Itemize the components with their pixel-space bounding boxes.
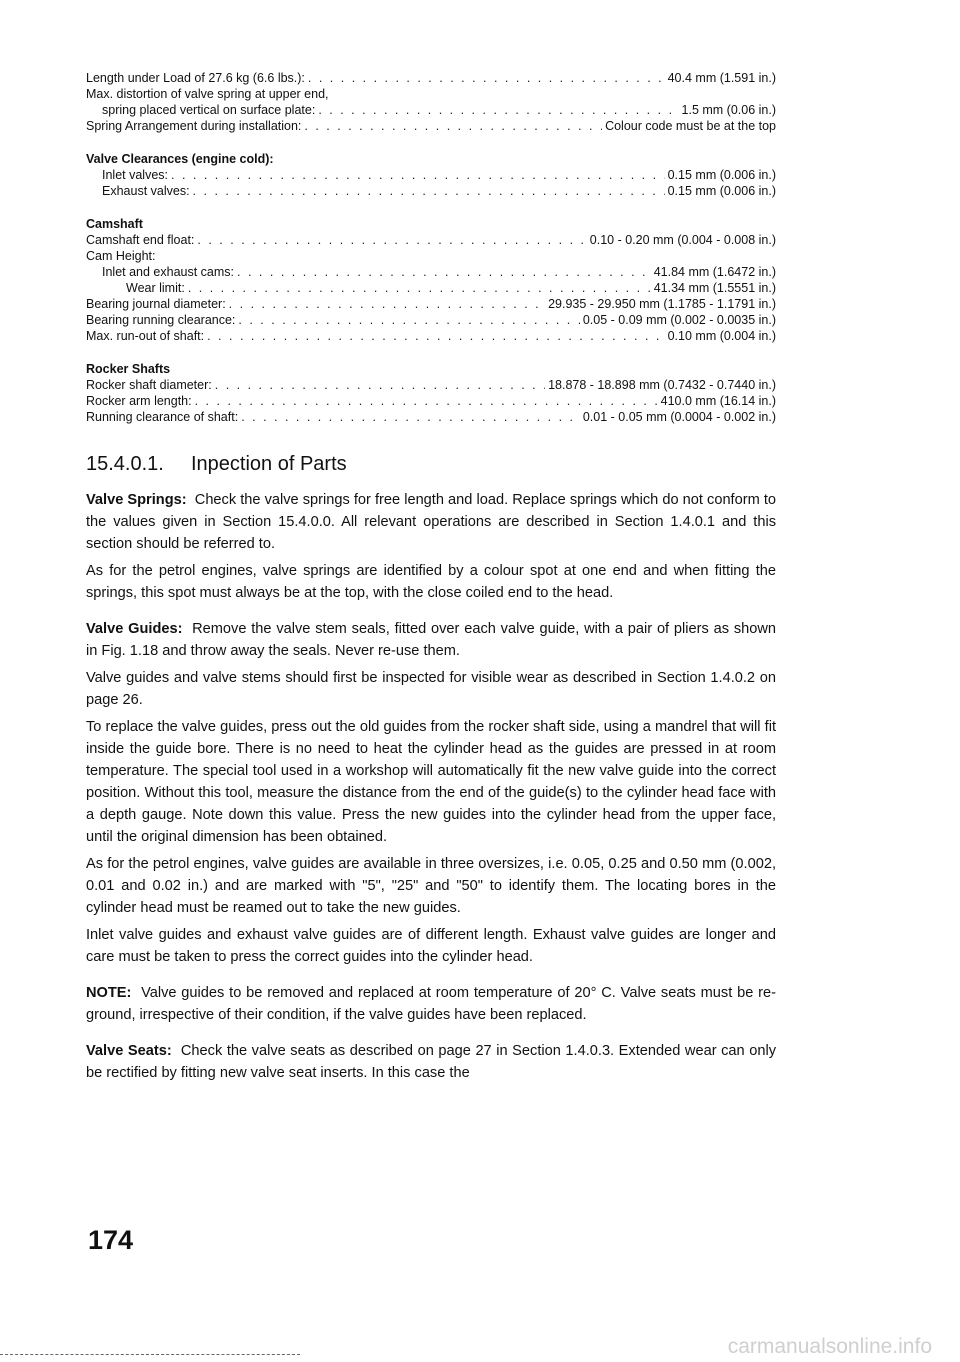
body-text: Check the valve springs for free length and load. Replace springs which do not conform to the values given in Section 15.4.0.0. All relevant operations are described in Section 1.4.0.1 and this section should be referred to.	[86, 492, 777, 552]
dot-leader	[215, 377, 545, 393]
spec-label: Max. run-out of shaft:	[86, 329, 205, 343]
valve-clearances-block	[86, 151, 776, 199]
spec-label: Running clearance of shaft:	[86, 410, 239, 424]
spec-value: 29.935 - 29.950 mm (1.1785 - 1.1791 in.)	[548, 297, 776, 311]
footer-divider	[0, 1354, 300, 1356]
body-text: Check the valve seats as described on page 27 in Section 1.4.0.3. Extended wear can only be rectified by fitting new valve seat inserts. In this case the	[86, 1043, 776, 1081]
spec-row-inlet-valves	[86, 167, 776, 183]
spec-label: Inlet and exhaust cams:	[102, 265, 235, 279]
spec-row-bearing-clearance	[86, 312, 776, 328]
paragraph-note	[86, 982, 776, 1026]
section-title: Inpection of Parts	[191, 453, 347, 475]
spec-heading: Rocker Shafts	[86, 362, 171, 376]
spec-label: Exhaust valves:	[102, 184, 190, 198]
spec-value: 0.15 mm (0.006 in.)	[667, 168, 776, 182]
dot-leader	[308, 70, 665, 86]
spec-value: 0.10 mm (0.004 in.)	[667, 329, 776, 343]
paragraph-guides-inspect: Valve guides and valve stems should first be inspected for visible wear as described in Section 1.4.0.2 on page 26.	[86, 670, 776, 708]
spec-row-wear-limit	[86, 280, 776, 296]
manual-page	[86, 70, 776, 1089]
spec-label: spring placed vertical on surface plate:	[102, 103, 316, 117]
spec-row-running-clearance	[86, 409, 776, 425]
body-text: Remove the valve stem seals, fitted over each valve guide, with a pair of pliers as shown in Fig. 1.18 and throw away the seals. Never re-use them.	[86, 621, 777, 659]
spec-row-spring-arrangement	[86, 118, 776, 134]
spec-value: 0.05 - 0.09 mm (0.002 - 0.0035 in.)	[582, 313, 776, 327]
spec-value: 0.15 mm (0.006 in.)	[667, 184, 776, 198]
lead-valve-springs: Valve Springs:	[86, 492, 187, 508]
spec-row-exhaust-valves	[86, 183, 776, 199]
spec-label: Wear limit:	[126, 281, 185, 295]
paragraph-valve-springs	[86, 489, 776, 555]
dot-leader	[207, 328, 665, 344]
spec-label: Bearing journal diameter:	[86, 297, 226, 311]
spec-value: 41.84 mm (1.6472 in.)	[653, 265, 776, 279]
paragraph-valve-guides	[86, 618, 776, 662]
paragraph-spring-colour: As for the petrol engines, valve springs are identified by a colour spot at one end and when fitting the springs, this spot must always be at the top, with the close coiled end to the head.	[86, 563, 776, 601]
dot-leader	[188, 280, 651, 296]
watermark: carmanualsonline.info	[727, 1335, 932, 1358]
spec-label-distortion: Max. distortion of valve spring at upper end,	[86, 87, 329, 101]
spring-spec-block	[86, 70, 776, 134]
spec-row-distortion	[86, 102, 776, 118]
spec-value: 18.878 - 18.898 mm (0.7432 - 0.7440 in.)	[548, 378, 776, 392]
rocker-shafts-block	[86, 361, 776, 425]
dot-leader	[241, 409, 580, 425]
spec-label: Camshaft end float:	[86, 233, 195, 247]
spec-row-rocker-arm-length	[86, 393, 776, 409]
page-number: 174	[88, 1225, 134, 1255]
spec-label: Bearing running clearance:	[86, 313, 236, 327]
dot-leader	[193, 183, 665, 199]
paragraph-guides-length: Inlet valve guides and exhaust valve guides are of different length. Exhaust valve guides are longer and care must be taken to press the correct guides into the cylinder head.	[86, 927, 776, 965]
spec-value: 410.0 mm (16.14 in.)	[660, 394, 776, 408]
spec-row-length-under-load	[86, 70, 776, 86]
spec-heading: Camshaft	[86, 217, 143, 231]
spec-label: Rocker shaft diameter:	[86, 378, 212, 392]
spec-value: 40.4 mm (1.591 in.)	[667, 71, 776, 85]
spec-heading: Valve Clearances (engine cold):	[86, 152, 274, 166]
dot-leader	[195, 393, 658, 409]
spec-label: Spring Arrangement during installation:	[86, 119, 302, 133]
spec-label: Length under Load of 27.6 kg (6.6 lbs.):	[86, 71, 305, 85]
spec-value: 0.10 - 0.20 mm (0.004 - 0.008 in.)	[589, 233, 776, 247]
body-text: Valve guides to be removed and replaced at room temperature of 20° C. Valve seats must be re-ground, irrespective of their condition, if the valve guides have been replaced.	[86, 985, 776, 1023]
dot-leader	[237, 264, 651, 280]
dot-leader	[229, 296, 545, 312]
paragraph-valve-seats	[86, 1040, 776, 1084]
lead-valve-guides: Valve Guides:	[86, 621, 183, 637]
spec-row-end-float	[86, 232, 776, 248]
camshaft-block	[86, 216, 776, 344]
spec-value: Colour code must be at the top	[605, 119, 776, 133]
dot-leader	[171, 167, 665, 183]
paragraph-guides-replace: To replace the valve guides, press out the old guides from the rocker shaft side, using a mandrel that will fit inside the guide bore. There is no need to heat the cylinder head as the guides are pressed in at room temperature. The special tool used in a workshop will automatically fit the new valve guide into the correct position. Without this tool, measure the distance from the end of the guide(s) to the cylinder head face with a depth gauge. Note down this value. Press the new guides into the cylinder head from the upper face, until the original dimension has been obtained.	[86, 719, 776, 845]
lead-note: NOTE:	[86, 985, 132, 1001]
spec-row-runout	[86, 328, 776, 344]
dot-leader	[318, 102, 678, 118]
spec-row-rocker-diameter	[86, 377, 776, 393]
paragraph-guides-oversizes: As for the petrol engines, valve guides are available in three oversizes, i.e. 0.05, 0.25 and 0.50 mm (0.002, 0.01 and 0.02 in.) and are marked with "5", "25" and "50" to identify them. The locating bores in the cylinder head must be reamed out to take the new guides.	[86, 856, 776, 916]
dot-leader	[304, 118, 602, 134]
spec-value: 41.34 mm (1.5551 in.)	[653, 281, 776, 295]
spec-value: 1.5 mm (0.06 in.)	[681, 103, 776, 117]
spec-label: Inlet valves:	[102, 168, 169, 182]
spec-row-bearing-diameter	[86, 296, 776, 312]
spec-label: Rocker arm length:	[86, 394, 192, 408]
section-heading	[86, 451, 776, 477]
section-number: 15.4.0.1.	[86, 453, 164, 475]
dot-leader	[238, 312, 579, 328]
spec-label-cam-height: Cam Height:	[86, 249, 156, 263]
spec-row-inlet-exhaust-cams	[86, 264, 776, 280]
dot-leader	[197, 232, 586, 248]
spec-value: 0.01 - 0.05 mm (0.0004 - 0.002 in.)	[582, 410, 776, 424]
lead-valve-seats: Valve Seats:	[86, 1043, 172, 1059]
